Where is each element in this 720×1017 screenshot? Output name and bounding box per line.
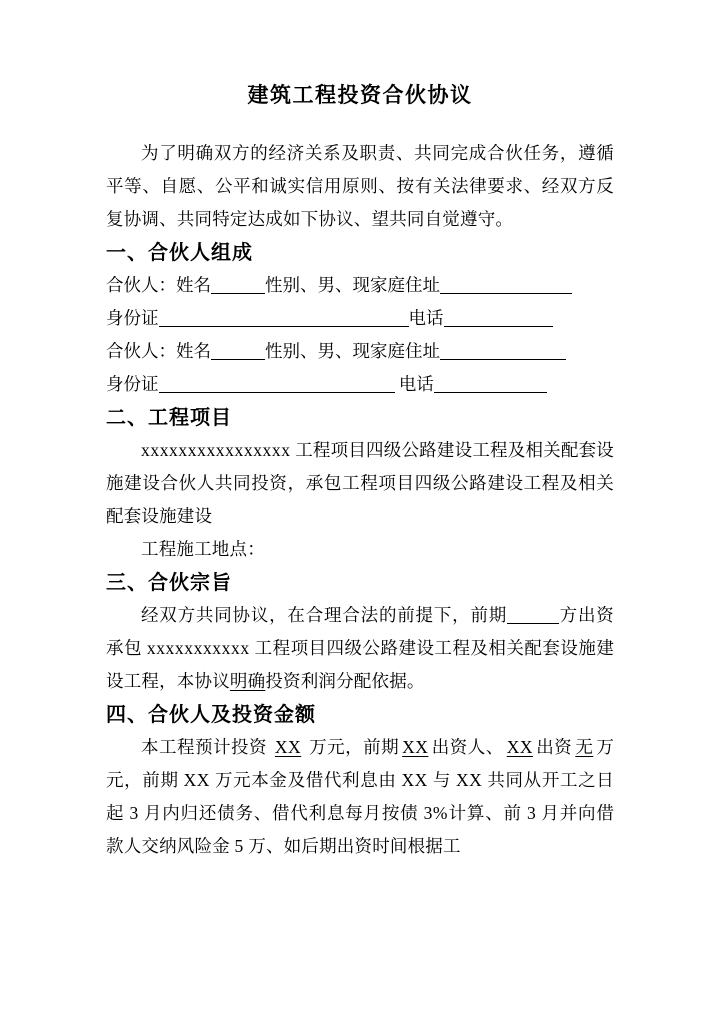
section-3-text-a: 经双方共同协议，在合理合法的前提下，前期 (141, 605, 508, 626)
section-4-text-d: 出资 (536, 737, 573, 758)
section-4-text-e: 万元，前期 (106, 737, 615, 791)
section-4-months-1: 3 (129, 803, 139, 824)
section-4-amount-2: 无 (575, 737, 594, 758)
partner-2-address-field[interactable] (440, 344, 566, 360)
section-3-emphasis: 明确 (229, 671, 266, 692)
section-heading-2: 二、工程项目 (106, 405, 232, 430)
partner-2-name-row (106, 335, 614, 368)
section-4-text-j: 计算、前 (447, 803, 522, 824)
document-title: 建筑工程投资合伙协议 (247, 83, 473, 107)
partner-1-name-row (106, 269, 614, 302)
section-4-text-h: 共同从开工之日起 (106, 770, 614, 824)
section-3-text-d: 投资利润分配依据。 (265, 671, 425, 692)
section-4-investor-1: XX (402, 737, 429, 758)
partner-2-name-label: 合伙人：姓名 (106, 341, 211, 362)
partner-1-phone-field[interactable] (444, 311, 553, 327)
partner-1-address-field[interactable] (440, 278, 572, 294)
section-2-body-text: 工程项目四级公路建设工程及相关配套设施建设合伙人共同投资，承包工程项目四级公路建设工程及相关配套设施建设 (106, 440, 614, 527)
section-4-total-investment: XX (274, 737, 302, 758)
section-4-text-f: 万元本金及借代利息由 (214, 770, 397, 791)
section-4-text-c: 出资人、 (431, 737, 504, 758)
section-heading-4: 四、合伙人及投资金额 (106, 702, 316, 727)
partner-1-id-field[interactable] (159, 311, 409, 327)
section-2-site-row (106, 533, 614, 566)
section-3-party-field[interactable] (507, 608, 559, 624)
preamble-paragraph: 为了明确双方的经济关系及职责、共同完成合伙任务，遵循平等、自愿、公平和诚实信用原则、按有关法律要求、经双方反复协调、共同特定达成如下协议、望共同自觉遵守。 (106, 143, 614, 230)
partner-1-name-field[interactable] (211, 278, 265, 294)
section-4-text-b: 万元，前期 (309, 737, 400, 758)
section-3-body (106, 599, 614, 698)
section-4-interest-rate: 3% (423, 803, 448, 824)
section-4-body (106, 731, 614, 863)
partner-2-gender-address-label: 性别、男、现家庭住址 (265, 341, 440, 362)
section-3-text-c: 工程项目四级公路建设工程及相关配套设施建设工程，本协议 (106, 638, 615, 692)
section-4-investor-2: XX (506, 737, 533, 758)
section-4-text-l: 万、如后期出资时间根据工 (248, 836, 461, 857)
partner-1-name-label: 合伙人：姓名 (106, 275, 211, 296)
partner-1-gender-address-label: 性别、男、现家庭住址 (265, 275, 440, 296)
section-heading-3: 三、合伙宗旨 (106, 570, 232, 595)
section-4-text-g: 与 (432, 770, 452, 791)
section-4-months-2: 3 (526, 803, 537, 824)
section-3-text-b: 方出资承包 (106, 605, 614, 659)
partner-2-phone-label: 电话 (398, 374, 434, 395)
section-4-party-1: XX (401, 770, 428, 791)
partner-2-phone-field[interactable] (434, 377, 547, 393)
section-3-project-placeholder: xxxxxxxxxxx (146, 638, 250, 659)
section-4-amount-3: XX (183, 770, 210, 791)
partner-1-id-label: 身份证 (106, 308, 159, 329)
section-2-project-placeholder: xxxxxxxxxxxxxxxx (141, 440, 291, 461)
partner-1-id-row (106, 302, 614, 335)
section-2-body (106, 434, 614, 533)
document-body (106, 0, 614, 863)
partner-1-phone-label: 电话 (408, 308, 444, 329)
section-4-risk-amount: 5 (234, 836, 244, 857)
title-spacer (106, 108, 614, 137)
section-4-party-2: XX (456, 770, 483, 791)
section-4-text-k: 月并向借款人交纳风险金 (106, 803, 615, 857)
partner-2-name-field[interactable] (211, 344, 265, 360)
section-4-text-a: 本工程预计投资 (141, 737, 268, 758)
section-heading-1: 一、合伙人组成 (106, 240, 253, 265)
partner-2-id-row (106, 368, 614, 401)
partner-2-id-field[interactable] (159, 377, 395, 393)
partner-2-id-label: 身份证 (106, 374, 159, 395)
section-4-text-i: 月内归还债务、借代利息每月按债 (143, 803, 419, 824)
construction-site-label: 工程施工地点： (141, 539, 265, 560)
